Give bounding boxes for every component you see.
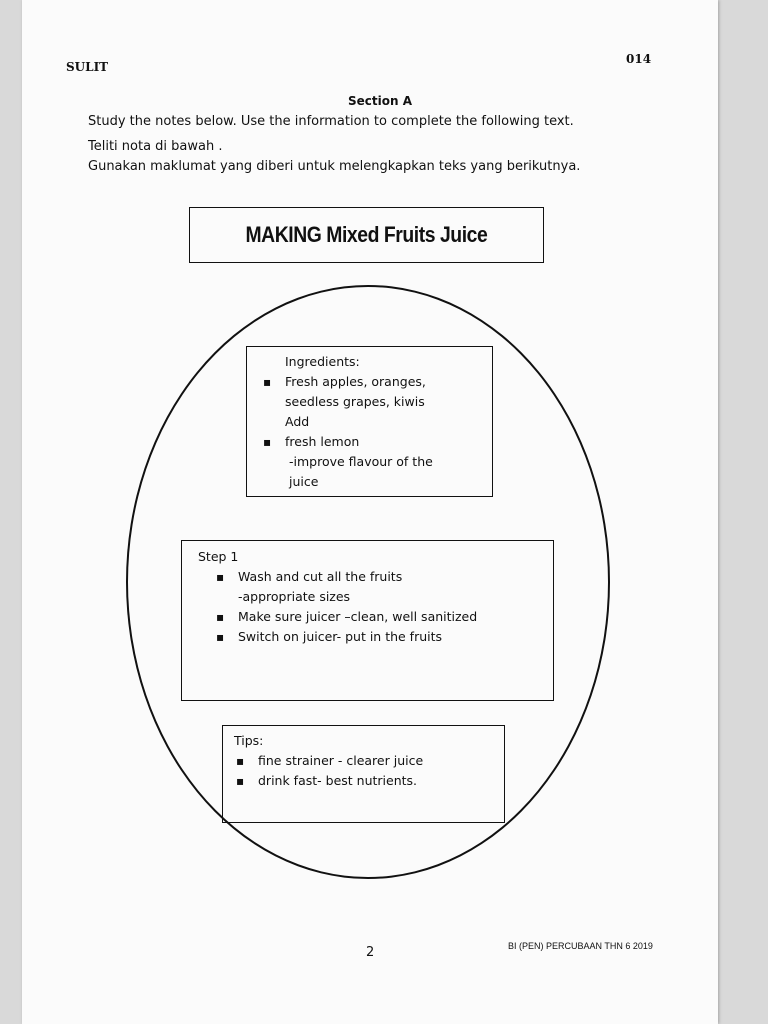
page-number: 2 xyxy=(366,945,375,960)
tips-item-strainer xyxy=(258,751,504,771)
step1-item-wash-text: ▪ Wash and cut all the fruits xyxy=(238,569,403,584)
ingredient-lemon-note1: -improve flavour of the xyxy=(289,454,433,469)
tips-item-drink xyxy=(258,771,504,791)
ingredients-add: Add xyxy=(285,414,310,429)
instruction-malay-2: Gunakan maklumat yang diberi untuk melengkapkan teks yang berikutnya. xyxy=(88,159,581,174)
footer-paper-code: BI (PEN) PERCUBAAN THN 6 2019 xyxy=(508,941,653,951)
step1-item-juicer-text: ▪ Make sure juicer –clean, well sanitized xyxy=(238,609,478,624)
ingredient-fruits-line2: seedless grapes, kiwis xyxy=(285,394,425,409)
ingredient-lemon xyxy=(285,432,492,492)
ingredient-fruits xyxy=(285,372,492,412)
instruction-malay-1: Teliti nota di bawah . xyxy=(88,139,223,154)
step1-item-juicer xyxy=(238,607,553,627)
ingredient-fruits-line1: ▪ Fresh apples, oranges, xyxy=(285,374,426,389)
title-text: MAKING Mixed Fruits Juice xyxy=(245,222,488,247)
step1-item-switch-text: ▪ Switch on juicer- put in the fruits xyxy=(238,629,443,644)
ingredients-heading: Ingredients: xyxy=(285,354,360,369)
tips-item-strainer-text: ▪ fine strainer - clearer juice xyxy=(258,753,424,768)
title-box xyxy=(189,207,544,263)
header-code: 014 xyxy=(626,52,652,66)
step1-item-wash-sub: -appropriate sizes xyxy=(238,589,351,604)
instruction-english: Study the notes below. Use the information to complete the following text. xyxy=(88,114,574,129)
step1-item-wash xyxy=(238,567,553,607)
step1-box xyxy=(181,540,554,701)
step1-item-switch xyxy=(238,627,553,647)
tips-item-drink-text: ▪ drink fast- best nutrients. xyxy=(258,773,418,788)
tips-heading: Tips: xyxy=(234,733,264,748)
section-title: Section A xyxy=(348,94,412,108)
tips-box xyxy=(222,725,505,823)
step1-heading: Step 1 xyxy=(198,549,239,564)
header-sulit: SULIT xyxy=(66,60,109,74)
ingredients-box xyxy=(246,346,493,497)
ingredient-lemon-text: ▪ fresh lemon xyxy=(285,434,360,449)
ingredient-lemon-note2: juice xyxy=(289,474,319,489)
